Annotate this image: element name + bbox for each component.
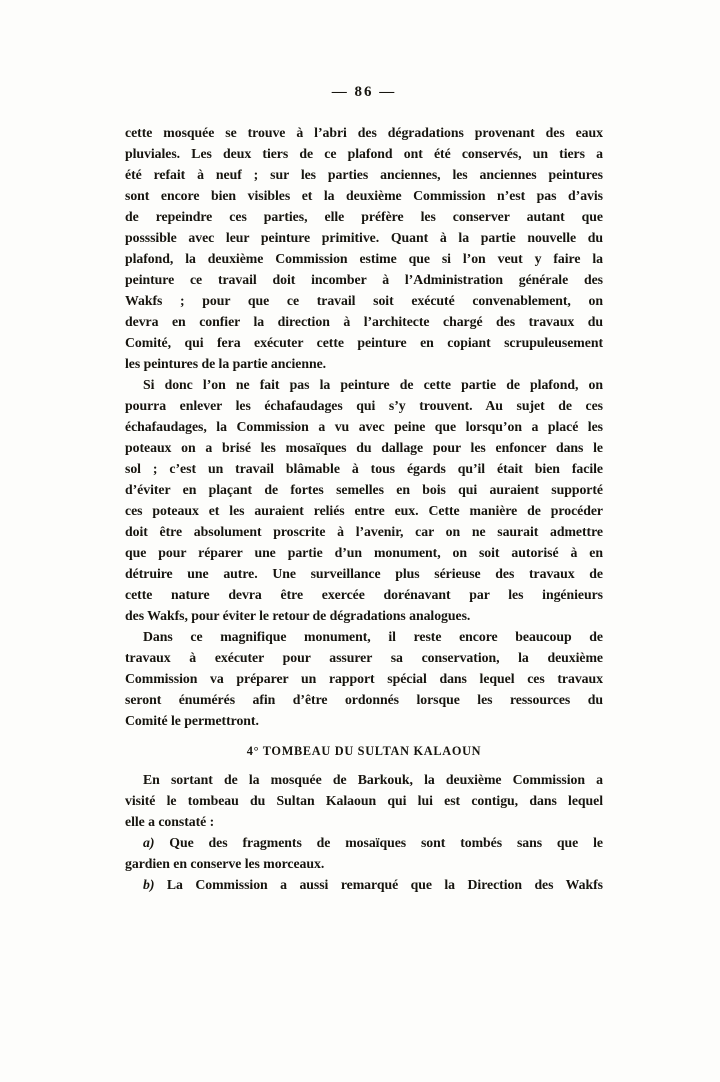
paragraph — [125, 832, 603, 874]
text-line: plafond, la deuxième Commission estime que si l’on veut y faire la — [125, 251, 603, 266]
text-line: En sortant de la mosquée de Barkouk, la deuxième Commission a — [143, 772, 603, 787]
text-line: que pour réparer une partie d’un monument, on soit autorisé à en — [125, 545, 603, 560]
text-line: Commission va préparer un rapport spécial dans lequel ces travaux — [125, 671, 603, 686]
text-line: pourra enlever les échafaudages qui s’y trouvent. Au sujet de ces — [125, 398, 603, 413]
text-line: été refait à neuf ; sur les parties anciennes, les anciennes peintures — [125, 167, 603, 182]
text-line: des Wakfs, pour éviter le retour de dégradations analogues. — [125, 608, 471, 623]
text-line: pluviales. Les deux tiers de ce plafond ont été conservés, un tiers a — [125, 146, 603, 161]
text-line: Comité le permettront. — [125, 713, 259, 728]
paragraph — [125, 769, 603, 832]
text-line: Wakfs ; pour que ce travail soit exécuté convenablement, on — [125, 293, 603, 308]
text-line: visité le tombeau du Sultan Kalaoun qui lui est contigu, dans lequel — [125, 793, 603, 808]
text-line: sol ; c’est un travail blâmable à tous égards qu’il était bien facile — [125, 461, 603, 476]
text-line: ces poteaux et les auraient reliés entre eux. Cette manière de procéder — [125, 503, 603, 518]
text-line: doit être absolument proscrite à l’avenir, car on ne saurait admettre — [125, 524, 603, 539]
text-line: de repeindre ces parties, elle préfère les conserver autant que — [125, 209, 603, 224]
text-block — [125, 122, 603, 895]
paragraph — [125, 374, 603, 626]
text-line: échafaudages, la Commission a vu avec peine que lorsqu’on a placé les — [125, 419, 603, 434]
text-line: Si donc l’on ne fait pas la peinture de cette partie de plafond, on — [143, 377, 603, 392]
text-line: elle a constaté : — [125, 814, 215, 829]
text-line: Comité, qui fera exécuter cette peinture en copiant scrupuleusement — [125, 335, 603, 350]
text-line: travaux à exécuter pour assurer sa conservation, la deuxième — [125, 650, 603, 665]
text-line: d’éviter en plaçant de fortes semelles en bois qui auraient supporté — [125, 482, 603, 497]
item-marker: b) — [143, 877, 155, 892]
text-line: sont encore bien visibles et la deuxième Commission n’est pas d’avis — [125, 188, 603, 203]
section-heading: 4° TOMBEAU DU SULTAN KALAOUN — [246, 744, 482, 758]
text-line: les peintures de la partie ancienne. — [125, 356, 327, 371]
text-line: seront énumérés afin d’être ordonnés lorsque les ressources du — [125, 692, 603, 707]
text-line: peinture ce travail doit incomber à l’Administration générale des — [125, 272, 603, 287]
text-line: Dans ce magnifique monument, il reste encore beaucoup de — [143, 629, 603, 644]
item-marker: a) — [143, 835, 155, 850]
paragraph — [125, 874, 603, 895]
text-line: b) La Commission a aussi remarqué que la Direction des Wakfs — [143, 877, 603, 892]
text-line: a) Que des fragments de mosaïques sont tombés sans que le — [143, 835, 603, 850]
page-number: — 86 — — [331, 84, 397, 100]
text-line: cette mosquée se trouve à l’abri des dégradations provenant des eaux — [125, 125, 603, 140]
paragraph — [125, 122, 603, 374]
paragraph — [125, 626, 603, 731]
text-line: cette nature devra être exercée dorénavant par les ingénieurs — [125, 587, 603, 602]
text-line: devra en confier la direction à l’architecte chargé des travaux du — [125, 314, 603, 329]
text-line: poteaux on a brisé les mosaïques du dallage pour les enfoncer dans le — [125, 440, 603, 455]
text-line: détruire une autre. Une surveillance plus sérieuse des travaux de — [125, 566, 603, 581]
text-line: gardien en conserve les morceaux. — [125, 856, 325, 871]
text-line: posssible avec leur peinture primitive. Quant à la partie nouvelle du — [125, 230, 603, 245]
